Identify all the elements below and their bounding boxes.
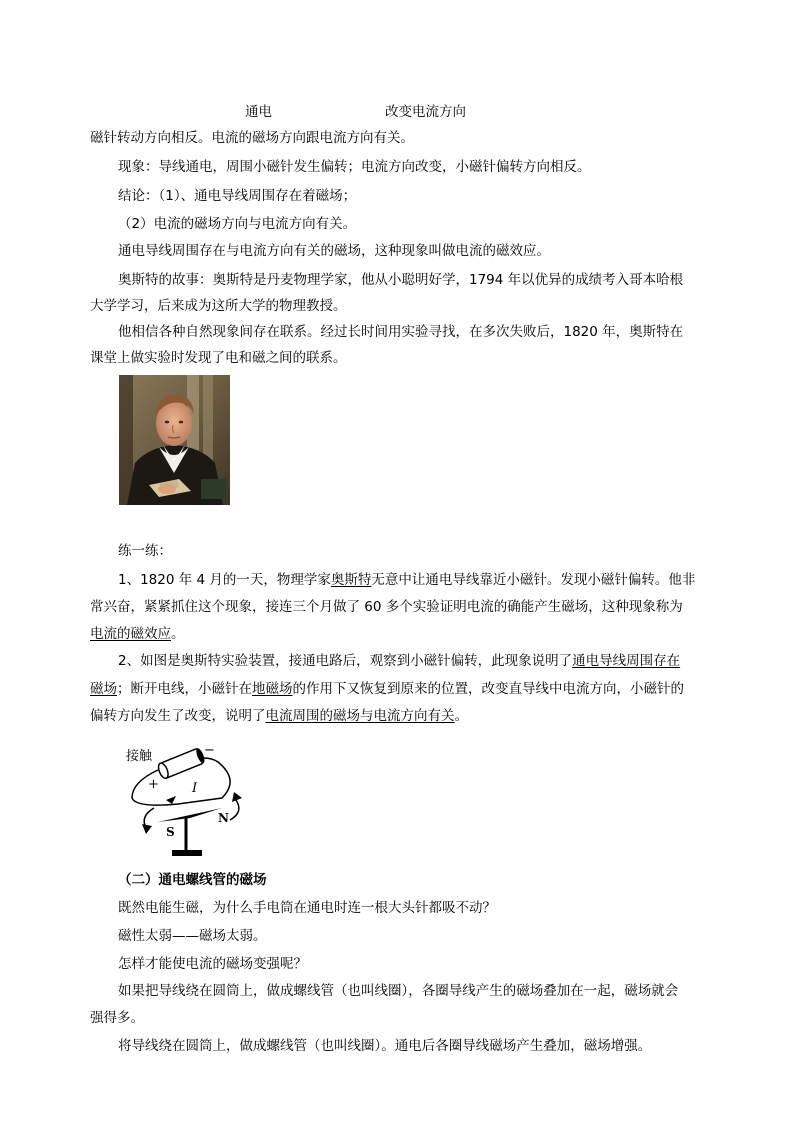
practice-q2-text: ；断开电线，小磁针在 [117, 681, 252, 697]
paragraph-question-flashlight: 既然电能生磁，为什么手电筒在通电时连一根大头针都吸不动？ [118, 900, 496, 916]
answer-blank-oersted: 奥斯特 [330, 572, 372, 588]
practice-q2-text: 。 [454, 708, 468, 724]
practice-q2-line3 [90, 706, 468, 726]
caption-reverse-current: 改变电流方向 [385, 104, 466, 120]
answer-blank-field-exists: 通电导线周围存在 [572, 653, 681, 669]
compass-needle [158, 808, 222, 822]
paragraph-1: 磁针转动方向相反。电流的磁场方向跟电流方向有关。 [90, 130, 414, 146]
answer-blank-earth-field: 地磁场 [252, 681, 293, 697]
rotation-arrow-left-icon [142, 824, 152, 834]
practice-q2-line2 [90, 679, 684, 699]
label-plus: + [148, 777, 159, 792]
practice-q1-text: 1、1820 年 4 月的一天，物理学家 [118, 572, 331, 588]
paragraph-discovery-1: 他相信各种自然现象间存在联系。经过长时间用实验寻找，在多次失败后，1820 年，奥斯特在 [118, 324, 684, 340]
practice-q1-text: 。 [171, 626, 185, 642]
caption-energized: 通电 [245, 104, 272, 120]
paragraph-oersted-story-1: 奥斯特的故事：奥斯特是丹麦物理学家，他从小聪明好学，1794 年以优异的成绩考入哥本哈根 [118, 272, 684, 288]
current-arrow-icon [166, 796, 176, 804]
stand-base [172, 850, 202, 856]
label-contact: 接触 [126, 749, 153, 764]
oersted-portrait [119, 375, 230, 505]
practice-q1-line3 [90, 624, 185, 644]
practice-q1-line2: 常兴奋，紧紧抓住这个现象，接连三个月做了 60 多个实验证明电流的确能产生磁场，这种现象称为 [90, 599, 683, 615]
paragraph-magnetic-effect: 通电导线周围存在与电流方向有关的磁场，这种现象叫做电流的磁效应。 [118, 243, 550, 259]
answer-blank-field-exists-cont: 磁场 [90, 681, 117, 697]
paragraph-discovery-2: 课堂上做实验时发现了电和磁之间的联系。 [90, 350, 347, 366]
oersted-experiment-diagram [118, 742, 258, 858]
practice-heading: 练一练： [118, 543, 172, 559]
paragraph-question-stronger: 怎样才能使电流的磁场变强呢？ [118, 956, 307, 972]
label-south: S [166, 825, 175, 839]
practice-q2-text: 偏转方向发生了改变，说明了 [90, 708, 266, 724]
label-current: I [192, 781, 198, 796]
practice-q2-line1 [118, 651, 680, 671]
section-heading-solenoid: （二）通电螺线管的磁场 [118, 872, 267, 888]
practice-q1-text: 无意中让通电导线靠近小磁针。发现小磁针偏转。他非 [371, 572, 696, 588]
paragraph-conclusion-2: （2）电流的磁场方向与电流方向有关。 [118, 216, 357, 232]
paragraph-solenoid-1: 如果把导线绕在圆筒上，做成螺线管（也叫线圈），各圈导线产生的磁场叠加在一起，磁场就会 [118, 983, 679, 999]
paragraph-solenoid-2: 强得多。 [90, 1010, 144, 1026]
answer-blank-magnetic-effect: 电流的磁效应 [90, 626, 171, 642]
practice-q1-line1 [118, 570, 695, 590]
battery-icon [157, 747, 207, 779]
paragraph-oersted-story-2: 大学学习，后来成为这所大学的物理教授。 [90, 298, 347, 314]
practice-q2-text: 的作用下又恢复到原来的位置，改变直导线中电流方向，小磁针的 [292, 681, 684, 697]
paragraph-phenomenon: 现象：导线通电，周围小磁针发生偏转；电流方向改变，小磁针偏转方向相反。 [118, 159, 591, 175]
paragraph-solenoid-3: 将导线绕在圆筒上，做成螺线管（也叫线圈）。通电后各圈导线磁场产生叠加，磁场增强。 [118, 1038, 652, 1054]
label-minus: − [204, 743, 215, 758]
practice-q2-text: 2、如图是奥斯特实验装置，接通电路后，观察到小磁针偏转，此现象说明了 [118, 653, 573, 669]
paragraph-weak-field: 磁性太弱——磁场太弱。 [118, 928, 267, 944]
answer-blank-direction: 电流周围的磁场与电流方向有关 [265, 708, 455, 724]
paragraph-conclusion-1: 结论：（1）、通电导线周围存在着磁场； [118, 188, 357, 204]
label-north: N [218, 811, 229, 825]
oersted-portrait-image [119, 375, 230, 505]
